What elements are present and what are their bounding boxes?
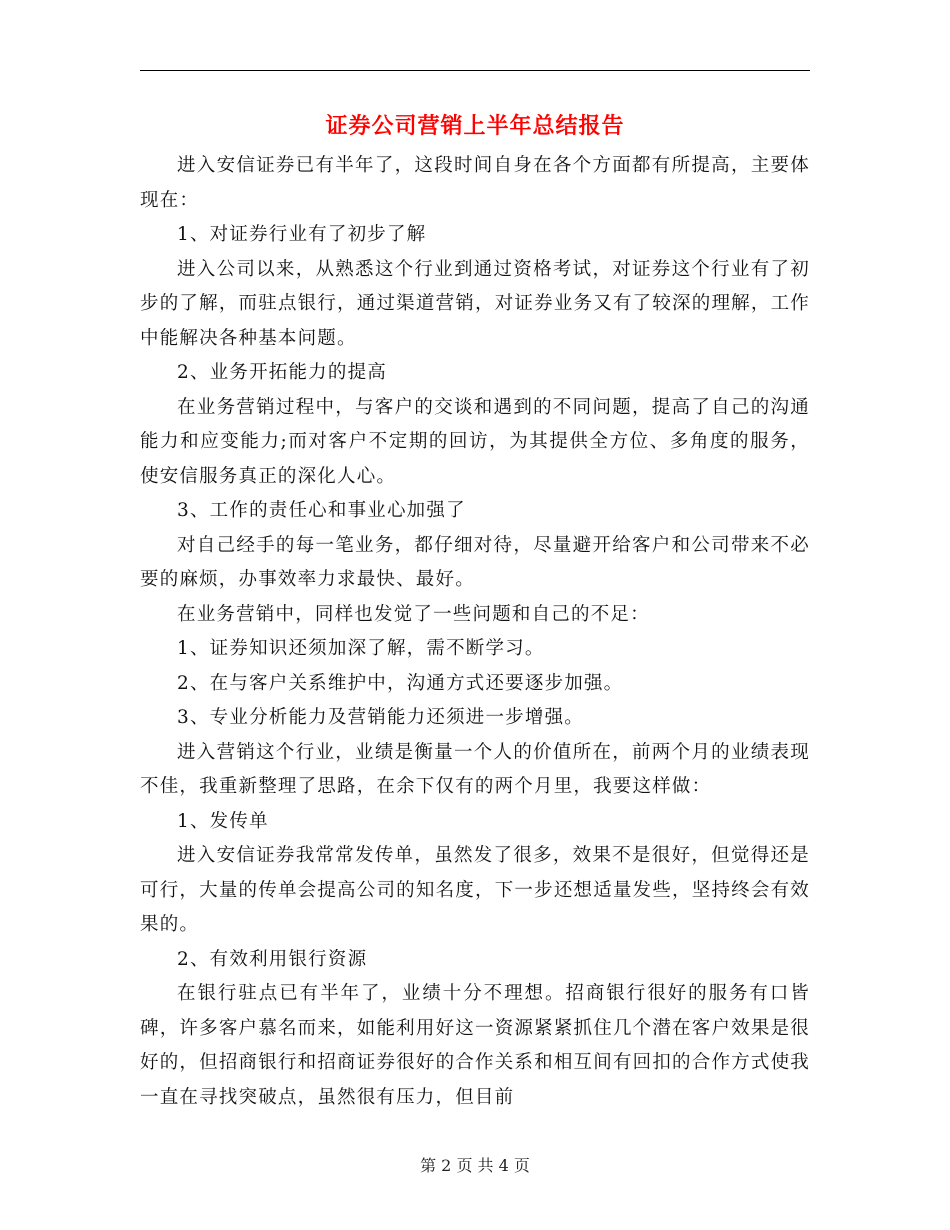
intro-paragraph: 进入安信证券已有半年了，这段时间自身在各个方面都有所提高，主要体现在：	[140, 155, 810, 211]
list-item: 3、专业分析能力及营销能力还须进一步增强。	[177, 707, 584, 728]
section-heading-industry-understanding: 1、对证券行业有了初步了解	[177, 224, 427, 245]
section-heading-business-development: 2、业务开拓能力的提高	[177, 362, 387, 383]
document-title: 证券公司营销上半年总结报告	[325, 113, 625, 139]
list-item: 2、在与客户关系维护中，沟通方式还要逐步加强。	[177, 672, 624, 694]
list-item: 1、证券知识还须加深了解，需不断学习。	[177, 638, 545, 659]
header-rule	[140, 70, 810, 71]
body-paragraph: 对自己经手的每一笔业务，都仔细对待，尽量避开给客户和公司带来不必要的麻烦，办事效率力求最快、最好。	[140, 534, 810, 590]
body-paragraph: 在银行驻点已有半年了，业绩十分不理想。招商银行很好的服务有口皆碑，许多客户慕名而来，如能利用好这一资源紧紧抓住几个潜在客户效果是很好的，但招商银行和招商证券很好的合作关系和相互间有回扣的合作方式使我一直在寻找突破点，虽然很有压力，但目前	[140, 983, 810, 1108]
section-heading-responsibility: 3、工作的责任心和事业心加强了	[177, 500, 466, 521]
section-heading-flyers: 1、发传单	[177, 810, 269, 832]
body-paragraph: 在业务营销过程中，与客户的交谈和遇到的不同问题，提高了自己的沟通能力和应变能力;而对客户不定期的回访，为其提供全方位、多角度的服务，使安信服务真正的深化人心。	[140, 396, 810, 487]
body-paragraph: 进入公司以来，从熟悉这个行业到通过资格考试，对证券这个行业有了初步的了解，而驻点银行，通过渠道营销，对证券业务又有了较深的理解，工作中能解决各种基本问题。	[140, 258, 810, 349]
document-body	[140, 149, 810, 1115]
body-paragraph: 在业务营销中，同样也发觉了一些问题和自己的不足：	[177, 603, 650, 625]
body-paragraph: 进入安信证券我常常发传单，虽然发了很多，效果不是很好，但觉得还是可行，大量的传单会提高公司的知名度，下一步还想适量发些，坚持终会有效果的。	[140, 845, 810, 935]
page-number-footer: 第 2 页 共 4 页	[420, 1156, 530, 1175]
section-heading-bank-resources: 2、有效利用银行资源	[177, 948, 368, 970]
body-paragraph: 进入营销这个行业，业绩是衡量一个人的价值所在，前两个月的业绩表现不佳，我重新整理了思路，在余下仅有的两个月里，我要这样做：	[140, 741, 810, 797]
